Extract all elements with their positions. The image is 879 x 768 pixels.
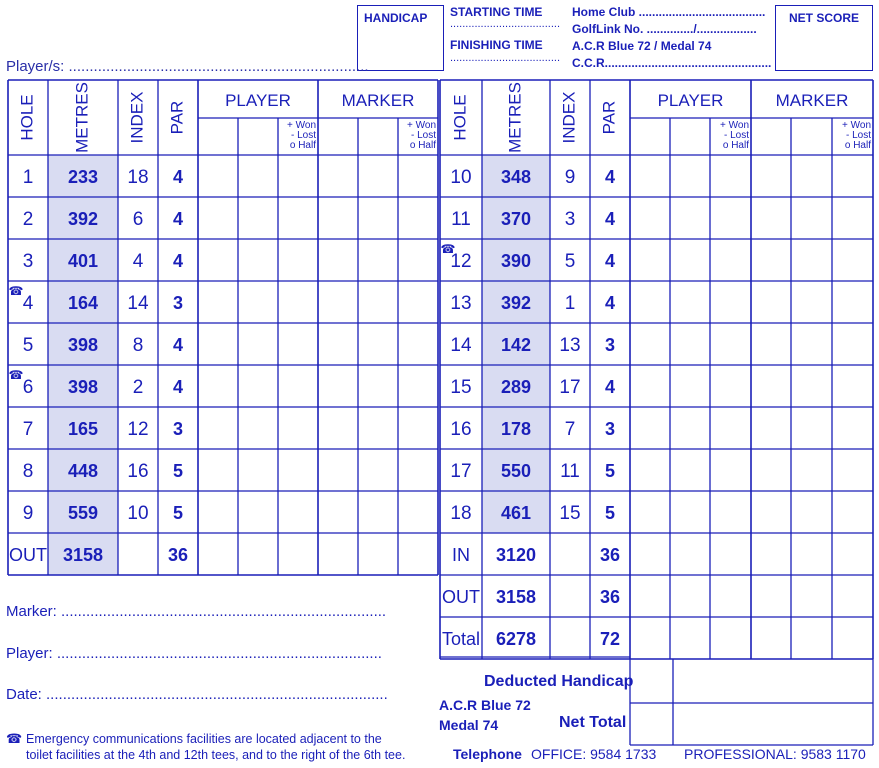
acr-medal-text: A.C.R Blue 72 / Medal 74 — [572, 39, 712, 53]
date-field[interactable]: Date: .................................................................................. — [6, 686, 388, 703]
par-value: 4 — [172, 377, 184, 397]
marker-header: MARKER — [341, 91, 415, 110]
index-value: 4 — [132, 251, 144, 272]
players-field[interactable]: Player/s: ........................................................................ — [6, 58, 369, 75]
index-value: 11 — [560, 461, 580, 482]
column-header-par: PAR — [599, 100, 619, 135]
column-header-par: PAR — [167, 100, 187, 135]
marker-header: MARKER — [775, 91, 849, 110]
hole-number: 1 — [22, 167, 34, 188]
column-header-metres: METRES — [505, 82, 525, 153]
telephone-label: Telephone — [453, 746, 522, 762]
par-value: 5 — [172, 461, 184, 481]
index-value: 6 — [132, 209, 144, 230]
column-header-metres: METRES — [72, 82, 92, 153]
par-value: 4 — [172, 335, 184, 355]
index-value: 1 — [564, 293, 576, 314]
hole-number: 16 — [450, 419, 472, 440]
phone-icon: ☎ — [8, 284, 24, 298]
hole-number: 15 — [450, 377, 472, 398]
out-metres: 3158 — [62, 545, 104, 565]
par-value: 4 — [172, 251, 184, 271]
acr-label: A.C.R Blue 72 — [439, 697, 531, 713]
par-value: 4 — [604, 251, 616, 271]
home-club-field[interactable]: Home Club ...................................... — [572, 5, 766, 19]
metres-value: 370 — [500, 209, 532, 229]
phone-icon: ☎ — [6, 731, 23, 746]
metres-value: 550 — [500, 461, 532, 481]
player-signature-field[interactable]: Player: .............................................................................. — [6, 645, 382, 662]
index-value: 3 — [564, 209, 576, 230]
metres-value: 398 — [67, 335, 99, 355]
hole-number: 11 — [451, 209, 471, 230]
player-header: PLAYER — [657, 91, 724, 110]
index-value: 13 — [559, 335, 581, 356]
player-header: PLAYER — [225, 91, 291, 110]
index-value: 8 — [132, 335, 144, 356]
in-par: 36 — [599, 545, 621, 565]
metres-value: 348 — [500, 167, 532, 187]
hole-number: 17 — [450, 461, 472, 482]
emergency-note-line2: toilet facilities at the 4th and 12th tees, and to the right of the 6th tee. — [26, 748, 406, 762]
par-value: 4 — [604, 293, 616, 313]
metres-value: 392 — [67, 209, 99, 229]
phone-icon: ☎ — [8, 368, 24, 382]
finishing-time-label: FINISHING TIME — [450, 38, 543, 52]
metres-value: 401 — [67, 251, 99, 271]
hole-number: 7 — [22, 419, 34, 440]
par-value: 3 — [604, 335, 616, 355]
metres-value: 289 — [500, 377, 532, 397]
column-header-hole: HOLE — [450, 94, 470, 141]
lost-legend: - Lost — [410, 130, 436, 141]
out2-par: 36 — [599, 587, 621, 607]
hole-number: 12 — [450, 251, 472, 272]
index-value: 12 — [127, 419, 149, 440]
lost-legend: - Lost — [723, 130, 749, 141]
index-value: 15 — [559, 503, 581, 524]
par-value: 3 — [172, 419, 184, 439]
professional-phone: PROFESSIONAL: 9583 1170 — [684, 746, 866, 762]
hole-number: 4 — [22, 293, 34, 314]
index-value: 2 — [132, 377, 144, 398]
hole-number: 5 — [22, 335, 34, 356]
hole-number: 9 — [22, 503, 34, 524]
emergency-note-line1: Emergency communications facilities are located adjacent to the — [26, 732, 382, 746]
ccr-field[interactable]: C.C.R.................................................. — [572, 56, 772, 70]
metres-value: 165 — [67, 419, 99, 439]
lost-legend: - Lost — [845, 130, 871, 141]
index-value: 17 — [559, 377, 581, 398]
par-value: 5 — [604, 503, 616, 523]
in-label: IN — [452, 545, 470, 565]
metres-value: 142 — [500, 335, 532, 355]
hole-number: 10 — [450, 167, 472, 188]
index-value: 7 — [564, 419, 576, 440]
column-header-index: INDEX — [559, 91, 579, 144]
index-value: 14 — [127, 293, 149, 314]
won-legend: + Won — [287, 120, 316, 131]
metres-value: 448 — [67, 461, 99, 481]
index-value: 16 — [127, 461, 149, 482]
medal-label: Medal 74 — [439, 717, 499, 733]
lost-legend: - Lost — [290, 130, 316, 141]
total-par: 72 — [599, 629, 621, 649]
metres-value: 390 — [500, 251, 532, 271]
metres-value: 233 — [67, 167, 99, 187]
net-score-label: NET SCORE — [789, 11, 860, 25]
metres-value: 398 — [67, 377, 99, 397]
net-total-label: Net Total — [559, 714, 627, 731]
won-legend: + Won — [407, 120, 436, 131]
par-value: 4 — [604, 209, 616, 229]
metres-value: 164 — [67, 293, 99, 313]
index-value: 9 — [564, 167, 576, 188]
hole-number: 14 — [450, 335, 472, 356]
hole-number: 8 — [22, 461, 34, 482]
won-legend: + Won — [842, 120, 871, 131]
phone-icon: ☎ — [440, 242, 456, 256]
in-metres: 3120 — [495, 545, 537, 565]
handicap-label: HANDICAP — [364, 11, 428, 25]
column-header-hole: HOLE — [17, 94, 37, 141]
total-label: Total — [441, 629, 481, 649]
metres-value: 559 — [67, 503, 99, 523]
marker-signature-field[interactable]: Marker: .............................................................................. — [6, 603, 387, 620]
won-legend: + Won — [720, 120, 749, 131]
half-legend: o Half — [844, 140, 871, 151]
out2-metres: 3158 — [495, 587, 537, 607]
out2-label: OUT — [442, 587, 480, 607]
par-value: 3 — [604, 419, 616, 439]
out-label: OUT — [9, 545, 47, 565]
hole-number: 18 — [450, 503, 472, 524]
finishing-time-field[interactable]: .................................... — [450, 52, 561, 64]
golflink-field[interactable]: GolfLink No. ............../.................. — [572, 22, 757, 36]
par-value: 4 — [604, 167, 616, 187]
par-value: 5 — [172, 503, 184, 523]
hole-number: 6 — [22, 377, 34, 398]
par-value: 4 — [172, 209, 184, 229]
half-legend: o Half — [289, 140, 316, 151]
starting-time-field[interactable]: .................................... — [450, 18, 561, 30]
par-value: 4 — [172, 167, 184, 187]
metres-value: 461 — [500, 503, 532, 523]
hole-number: 13 — [450, 293, 472, 314]
par-value: 5 — [604, 461, 616, 481]
half-legend: o Half — [722, 140, 749, 151]
starting-time-label: STARTING TIME — [450, 5, 543, 19]
hole-number: 3 — [22, 251, 34, 272]
out-par: 36 — [167, 545, 189, 565]
half-legend: o Half — [409, 140, 436, 151]
hole-number: 2 — [22, 209, 34, 230]
index-value: 10 — [127, 503, 149, 524]
par-value: 4 — [604, 377, 616, 397]
par-value: 3 — [172, 293, 184, 313]
column-header-index: INDEX — [127, 91, 147, 144]
metres-value: 392 — [500, 293, 532, 313]
deducted-handicap-label: Deducted Handicap — [484, 673, 634, 690]
index-value: 18 — [127, 167, 149, 188]
total-metres: 6278 — [495, 629, 537, 649]
index-value: 5 — [564, 251, 576, 272]
metres-value: 178 — [500, 419, 532, 439]
office-phone: OFFICE: 9584 1733 — [531, 746, 657, 762]
